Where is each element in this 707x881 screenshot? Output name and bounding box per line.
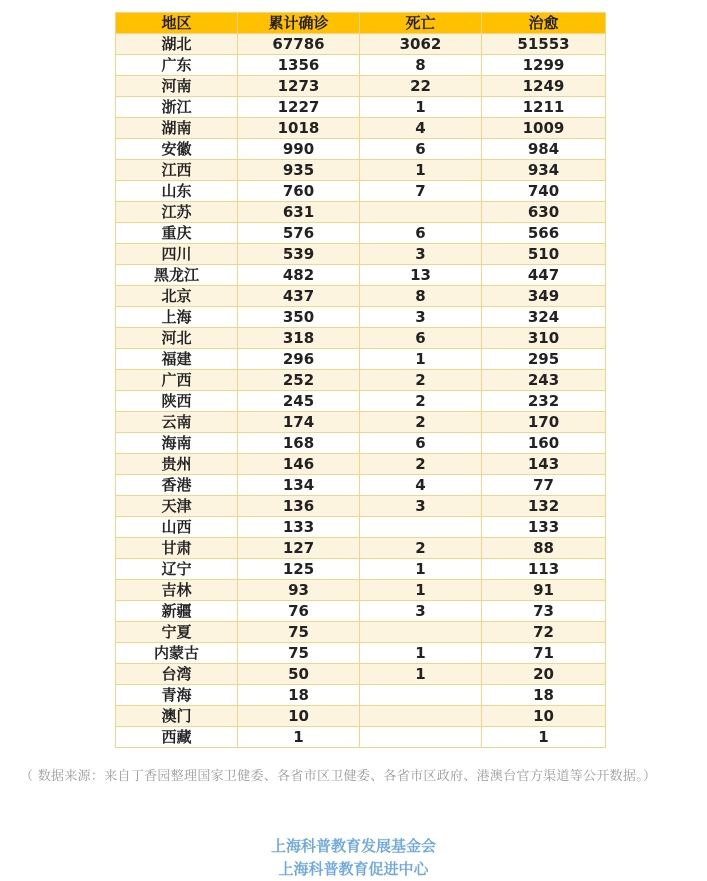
region-cell: 甘肃 [116,538,238,559]
recovered-cell: 566 [482,223,606,244]
recovered-cell: 1 [482,727,606,748]
confirmed-cell: 75 [238,622,360,643]
recovered-cell: 630 [482,202,606,223]
deaths-cell: 6 [360,139,482,160]
deaths-cell: 6 [360,433,482,454]
recovered-cell: 1299 [482,55,606,76]
deaths-cell: 1 [360,160,482,181]
confirmed-cell: 1018 [238,118,360,139]
region-cell: 四川 [116,244,238,265]
table-row [116,97,606,118]
recovered-cell: 984 [482,139,606,160]
recovered-cell: 133 [482,517,606,538]
region-cell: 新疆 [116,601,238,622]
confirmed-cell: 134 [238,475,360,496]
region-cell: 西藏 [116,727,238,748]
region-cell: 黑龙江 [116,265,238,286]
table-header [116,13,606,34]
confirmed-cell: 76 [238,601,360,622]
region-cell: 浙江 [116,97,238,118]
recovered-cell: 324 [482,307,606,328]
region-cell: 江西 [116,160,238,181]
table-row [116,160,606,181]
region-cell: 北京 [116,286,238,307]
deaths-cell [360,202,482,223]
confirmed-cell: 935 [238,160,360,181]
table-row [116,76,606,97]
table-row [116,202,606,223]
region-cell: 重庆 [116,223,238,244]
header-confirmed: 累计确诊 [238,13,360,34]
recovered-cell: 232 [482,391,606,412]
table-row [116,286,606,307]
table-row [116,244,606,265]
header-row [116,13,606,34]
table-row [116,433,606,454]
deaths-cell: 22 [360,76,482,97]
confirmed-cell: 245 [238,391,360,412]
deaths-cell: 3 [360,244,482,265]
confirmed-cell: 631 [238,202,360,223]
table-row [116,727,606,748]
epidemic-data-table [115,12,606,748]
confirmed-cell: 350 [238,307,360,328]
confirmed-cell: 252 [238,370,360,391]
recovered-cell: 243 [482,370,606,391]
table-row [116,559,606,580]
deaths-cell: 7 [360,181,482,202]
deaths-cell: 2 [360,454,482,475]
confirmed-cell: 125 [238,559,360,580]
deaths-cell: 1 [360,559,482,580]
confirmed-cell: 539 [238,244,360,265]
recovered-cell: 934 [482,160,606,181]
confirmed-cell: 136 [238,496,360,517]
region-cell: 安徽 [116,139,238,160]
confirmed-cell: 10 [238,706,360,727]
deaths-cell: 2 [360,538,482,559]
recovered-cell: 10 [482,706,606,727]
confirmed-cell: 482 [238,265,360,286]
region-cell: 内蒙古 [116,643,238,664]
epidemic-table-container [115,12,605,748]
confirmed-cell: 146 [238,454,360,475]
table-row [116,139,606,160]
confirmed-cell: 576 [238,223,360,244]
table-row [116,622,606,643]
recovered-cell: 1249 [482,76,606,97]
table-row [116,475,606,496]
region-cell: 湖南 [116,118,238,139]
table-row [116,55,606,76]
recovered-cell: 1009 [482,118,606,139]
region-cell: 河北 [116,328,238,349]
deaths-cell [360,517,482,538]
table-row [116,706,606,727]
table-row [116,412,606,433]
deaths-cell: 8 [360,55,482,76]
table-row [116,664,606,685]
deaths-cell: 3062 [360,34,482,55]
confirmed-cell: 127 [238,538,360,559]
table-row [116,517,606,538]
region-cell: 台湾 [116,664,238,685]
table-row [116,391,606,412]
recovered-cell: 18 [482,685,606,706]
confirmed-cell: 760 [238,181,360,202]
table-row [116,643,606,664]
confirmed-cell: 75 [238,643,360,664]
table-row [116,118,606,139]
deaths-cell: 3 [360,496,482,517]
recovered-cell: 91 [482,580,606,601]
deaths-cell: 6 [360,328,482,349]
header-deaths: 死亡 [360,13,482,34]
recovered-cell: 447 [482,265,606,286]
deaths-cell: 6 [360,223,482,244]
header-region: 地区 [116,13,238,34]
recovered-cell: 71 [482,643,606,664]
table-row [116,454,606,475]
deaths-cell: 2 [360,370,482,391]
region-cell: 辽宁 [116,559,238,580]
confirmed-cell: 67786 [238,34,360,55]
table-row [116,349,606,370]
region-cell: 海南 [116,433,238,454]
deaths-cell [360,706,482,727]
recovered-cell: 349 [482,286,606,307]
footer-org-center: 上海科普教育促进中心 [278,860,429,878]
recovered-cell: 295 [482,349,606,370]
table-row [116,538,606,559]
region-cell: 香港 [116,475,238,496]
deaths-cell: 1 [360,580,482,601]
recovered-cell: 510 [482,244,606,265]
deaths-cell: 2 [360,391,482,412]
confirmed-cell: 133 [238,517,360,538]
confirmed-cell: 1356 [238,55,360,76]
deaths-cell: 13 [360,265,482,286]
deaths-cell: 1 [360,664,482,685]
recovered-cell: 1211 [482,97,606,118]
deaths-cell: 3 [360,307,482,328]
deaths-cell: 1 [360,349,482,370]
deaths-cell: 4 [360,118,482,139]
confirmed-cell: 990 [238,139,360,160]
confirmed-cell: 168 [238,433,360,454]
deaths-cell [360,685,482,706]
region-cell: 广东 [116,55,238,76]
deaths-cell: 1 [360,643,482,664]
recovered-cell: 310 [482,328,606,349]
table-row [116,34,606,55]
region-cell: 江苏 [116,202,238,223]
region-cell: 福建 [116,349,238,370]
region-cell: 天津 [116,496,238,517]
table-row [116,223,606,244]
recovered-cell: 170 [482,412,606,433]
deaths-cell [360,622,482,643]
recovered-cell: 132 [482,496,606,517]
header-recovered: 治愈 [482,13,606,34]
confirmed-cell: 1273 [238,76,360,97]
deaths-cell: 4 [360,475,482,496]
table-row [116,580,606,601]
confirmed-cell: 174 [238,412,360,433]
region-cell: 宁夏 [116,622,238,643]
deaths-cell: 8 [360,286,482,307]
region-cell: 青海 [116,685,238,706]
recovered-cell: 740 [482,181,606,202]
recovered-cell: 73 [482,601,606,622]
recovered-cell: 51553 [482,34,606,55]
recovered-cell: 77 [482,475,606,496]
table-row [116,685,606,706]
confirmed-cell: 296 [238,349,360,370]
table-row [116,328,606,349]
recovered-cell: 143 [482,454,606,475]
recovered-cell: 20 [482,664,606,685]
region-cell: 山东 [116,181,238,202]
recovered-cell: 72 [482,622,606,643]
confirmed-cell: 18 [238,685,360,706]
table-row [116,601,606,622]
table-row [116,496,606,517]
confirmed-cell: 1227 [238,97,360,118]
deaths-cell: 2 [360,412,482,433]
region-cell: 吉林 [116,580,238,601]
deaths-cell: 1 [360,97,482,118]
region-cell: 山西 [116,517,238,538]
region-cell: 湖北 [116,34,238,55]
region-cell: 云南 [116,412,238,433]
recovered-cell: 113 [482,559,606,580]
region-cell: 广西 [116,370,238,391]
region-cell: 贵州 [116,454,238,475]
recovered-cell: 88 [482,538,606,559]
data-source-note: （ 数据来源：来自丁香园整理国家卫健委、各省市区卫健委、各省市区政府、港澳台官方渠道等公开数据。） [20,769,657,784]
region-cell: 陕西 [116,391,238,412]
table-row [116,370,606,391]
confirmed-cell: 93 [238,580,360,601]
table-body [116,34,606,748]
recovered-cell: 160 [482,433,606,454]
table-row [116,265,606,286]
region-cell: 河南 [116,76,238,97]
table-row [116,181,606,202]
confirmed-cell: 1 [238,727,360,748]
confirmed-cell: 50 [238,664,360,685]
region-cell: 澳门 [116,706,238,727]
table-row [116,307,606,328]
confirmed-cell: 318 [238,328,360,349]
confirmed-cell: 437 [238,286,360,307]
deaths-cell [360,727,482,748]
region-cell: 上海 [116,307,238,328]
deaths-cell: 3 [360,601,482,622]
footer-org-foundation: 上海科普教育发展基金会 [270,837,436,855]
